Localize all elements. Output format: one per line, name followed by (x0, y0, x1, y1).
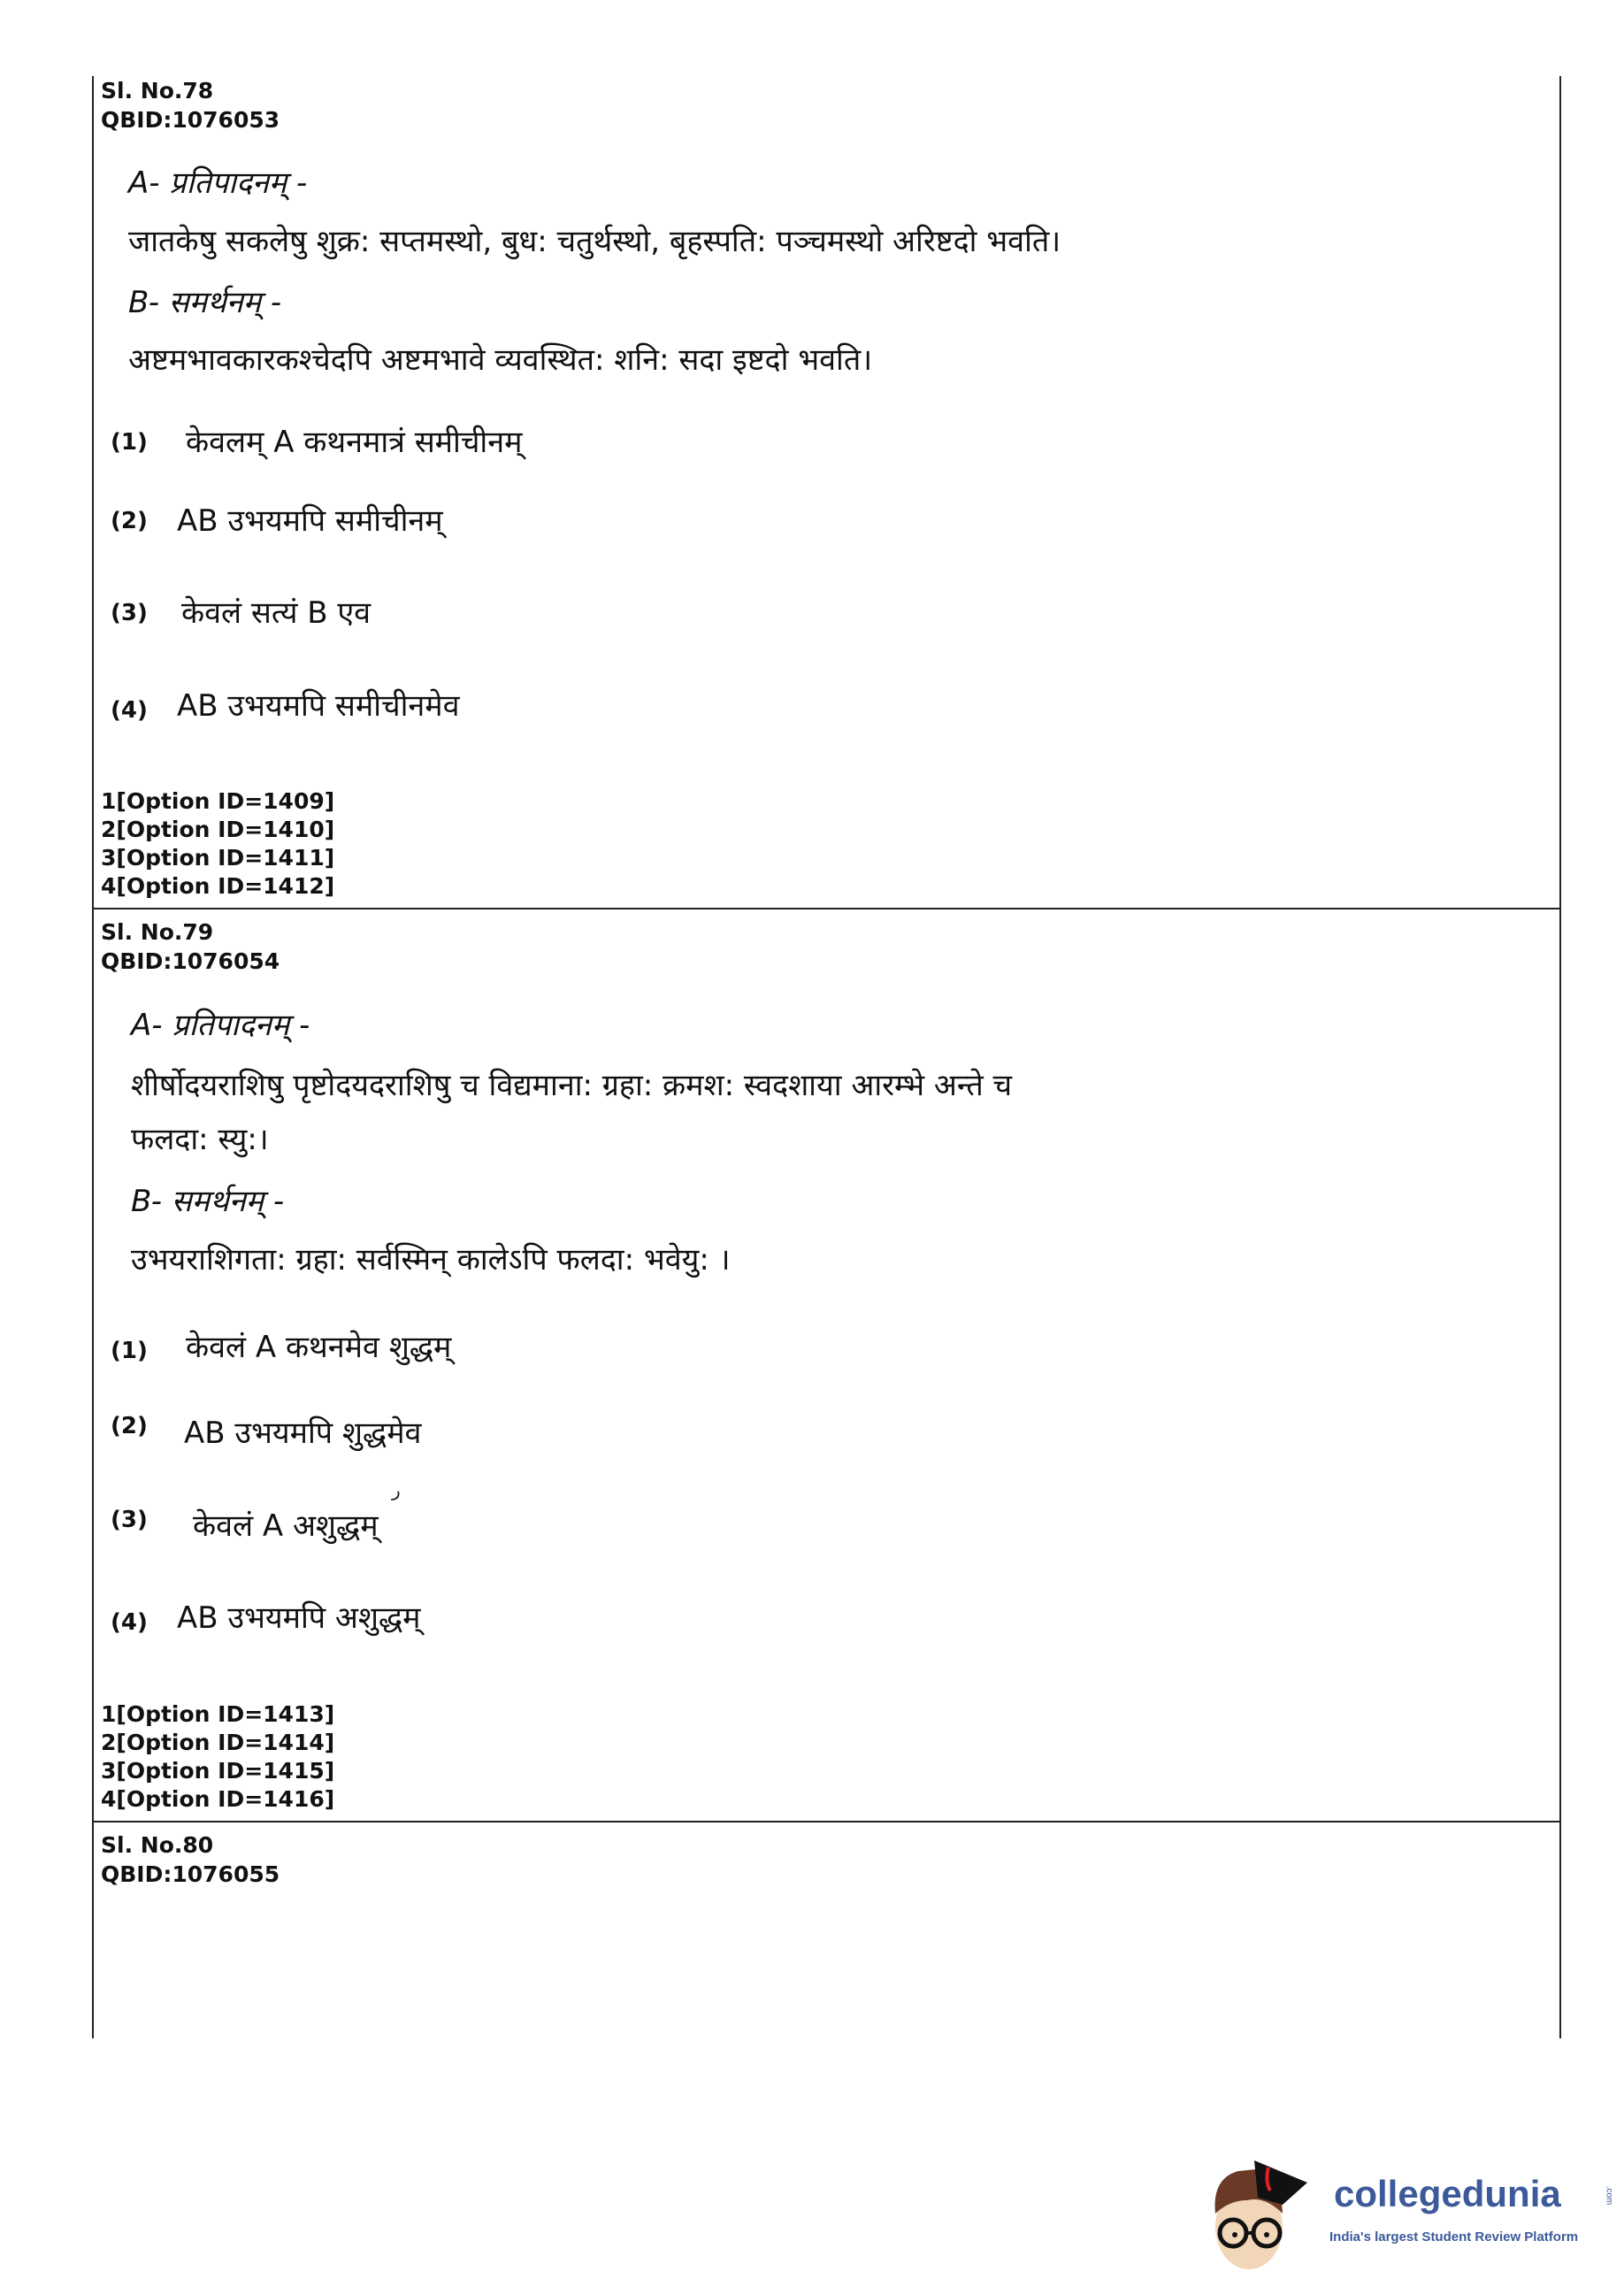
table-left-border (92, 76, 94, 2038)
option-id: 3[Option ID=1415] (101, 1758, 335, 1784)
statement-a-text: शीर्षोदयराशिषु पृष्टोदयदराशिषु च विद्यमाना: ग्रहा: क्रमश: स्वदशाया आरम्भे अन्ते च (131, 1068, 1013, 1103)
option-number: (3) (111, 1507, 148, 1533)
statement-a-heading: A- प्रतिपादनम् - (128, 165, 308, 201)
stray-mark: ر (392, 1479, 401, 1500)
statement-b-heading: B- समर्थनम् - (131, 1184, 285, 1219)
option-text: केवलम् A कथनमात्रं समीचीनम् (186, 425, 523, 460)
option-number: (4) (111, 697, 148, 724)
option-id: 2[Option ID=1410] (101, 817, 335, 842)
option-number: (3) (111, 600, 148, 626)
serial-number: Sl. No.80 (101, 1832, 214, 1858)
serial-number: Sl. No.79 (101, 919, 214, 945)
statement-a-text-cont: फलदा: स्यु:। (131, 1122, 269, 1157)
option-text: AB उभयमपि समीचीनमेव (177, 688, 460, 724)
qbid: QBID:1076054 (101, 948, 280, 974)
option-id: 4[Option ID=1416] (101, 1786, 335, 1812)
option-id: 4[Option ID=1412] (101, 873, 335, 899)
option-text: AB उभयमपि अशुद्धम् (177, 1600, 421, 1636)
option-number: (4) (111, 1609, 148, 1636)
statement-b-heading: B- समर्थनम् - (128, 285, 282, 320)
option-number: (1) (111, 1338, 148, 1364)
statement-b-text: अष्टमभावकारकश्चेदपि अष्टमभावे व्यवस्थित: शनि: सदा इष्टदो भवति। (128, 342, 873, 378)
statement-a-heading: A- प्रतिपादनम् - (131, 1008, 310, 1043)
option-number: (2) (111, 508, 148, 534)
collegedunia-logo (1203, 2152, 1619, 2275)
brand-tagline: India's largest Student Review Platform (1329, 2229, 1579, 2244)
option-text: केवलं A कथनमेव शुद्धम् (186, 1330, 452, 1365)
qbid: QBID:1076055 (101, 1861, 280, 1887)
row-divider (92, 1821, 1561, 1822)
option-id: 3[Option ID=1411] (101, 845, 335, 871)
statement-a-text: जातकेषु सकलेषु शुक्र: सप्तमस्थो, बुध: चतुर्थस्थो, बृहस्पति: पञ्चमस्थो अरिष्टदो भवति। (128, 224, 1061, 259)
statement-b-text: उभयराशिगता: ग्रहा: सर्वस्मिन् कालेऽपि फलदा: भवेयु: । (131, 1242, 731, 1278)
option-id: 2[Option ID=1414] (101, 1730, 335, 1755)
option-id: 1[Option ID=1413] (101, 1701, 335, 1727)
brand-name: collegedunia (1334, 2173, 1561, 2214)
table-right-border (1559, 76, 1561, 2038)
serial-number: Sl. No.78 (101, 78, 214, 104)
option-number: (1) (111, 429, 148, 456)
option-text: केवलं A अशुद्धम् (193, 1508, 379, 1544)
mascot-icon (1203, 2152, 1314, 2275)
option-text: केवलं सत्यं B एव (181, 595, 372, 631)
option-id: 1[Option ID=1409] (101, 788, 335, 814)
option-text: AB उभयमपि शुद्धमेव (184, 1416, 422, 1451)
option-number: (2) (111, 1413, 148, 1439)
qbid: QBID:1076053 (101, 107, 280, 133)
row-divider (92, 908, 1561, 909)
option-text: AB उभयमपि समीचीनम् (177, 503, 443, 539)
brand-domain: .com (1604, 2185, 1614, 2206)
